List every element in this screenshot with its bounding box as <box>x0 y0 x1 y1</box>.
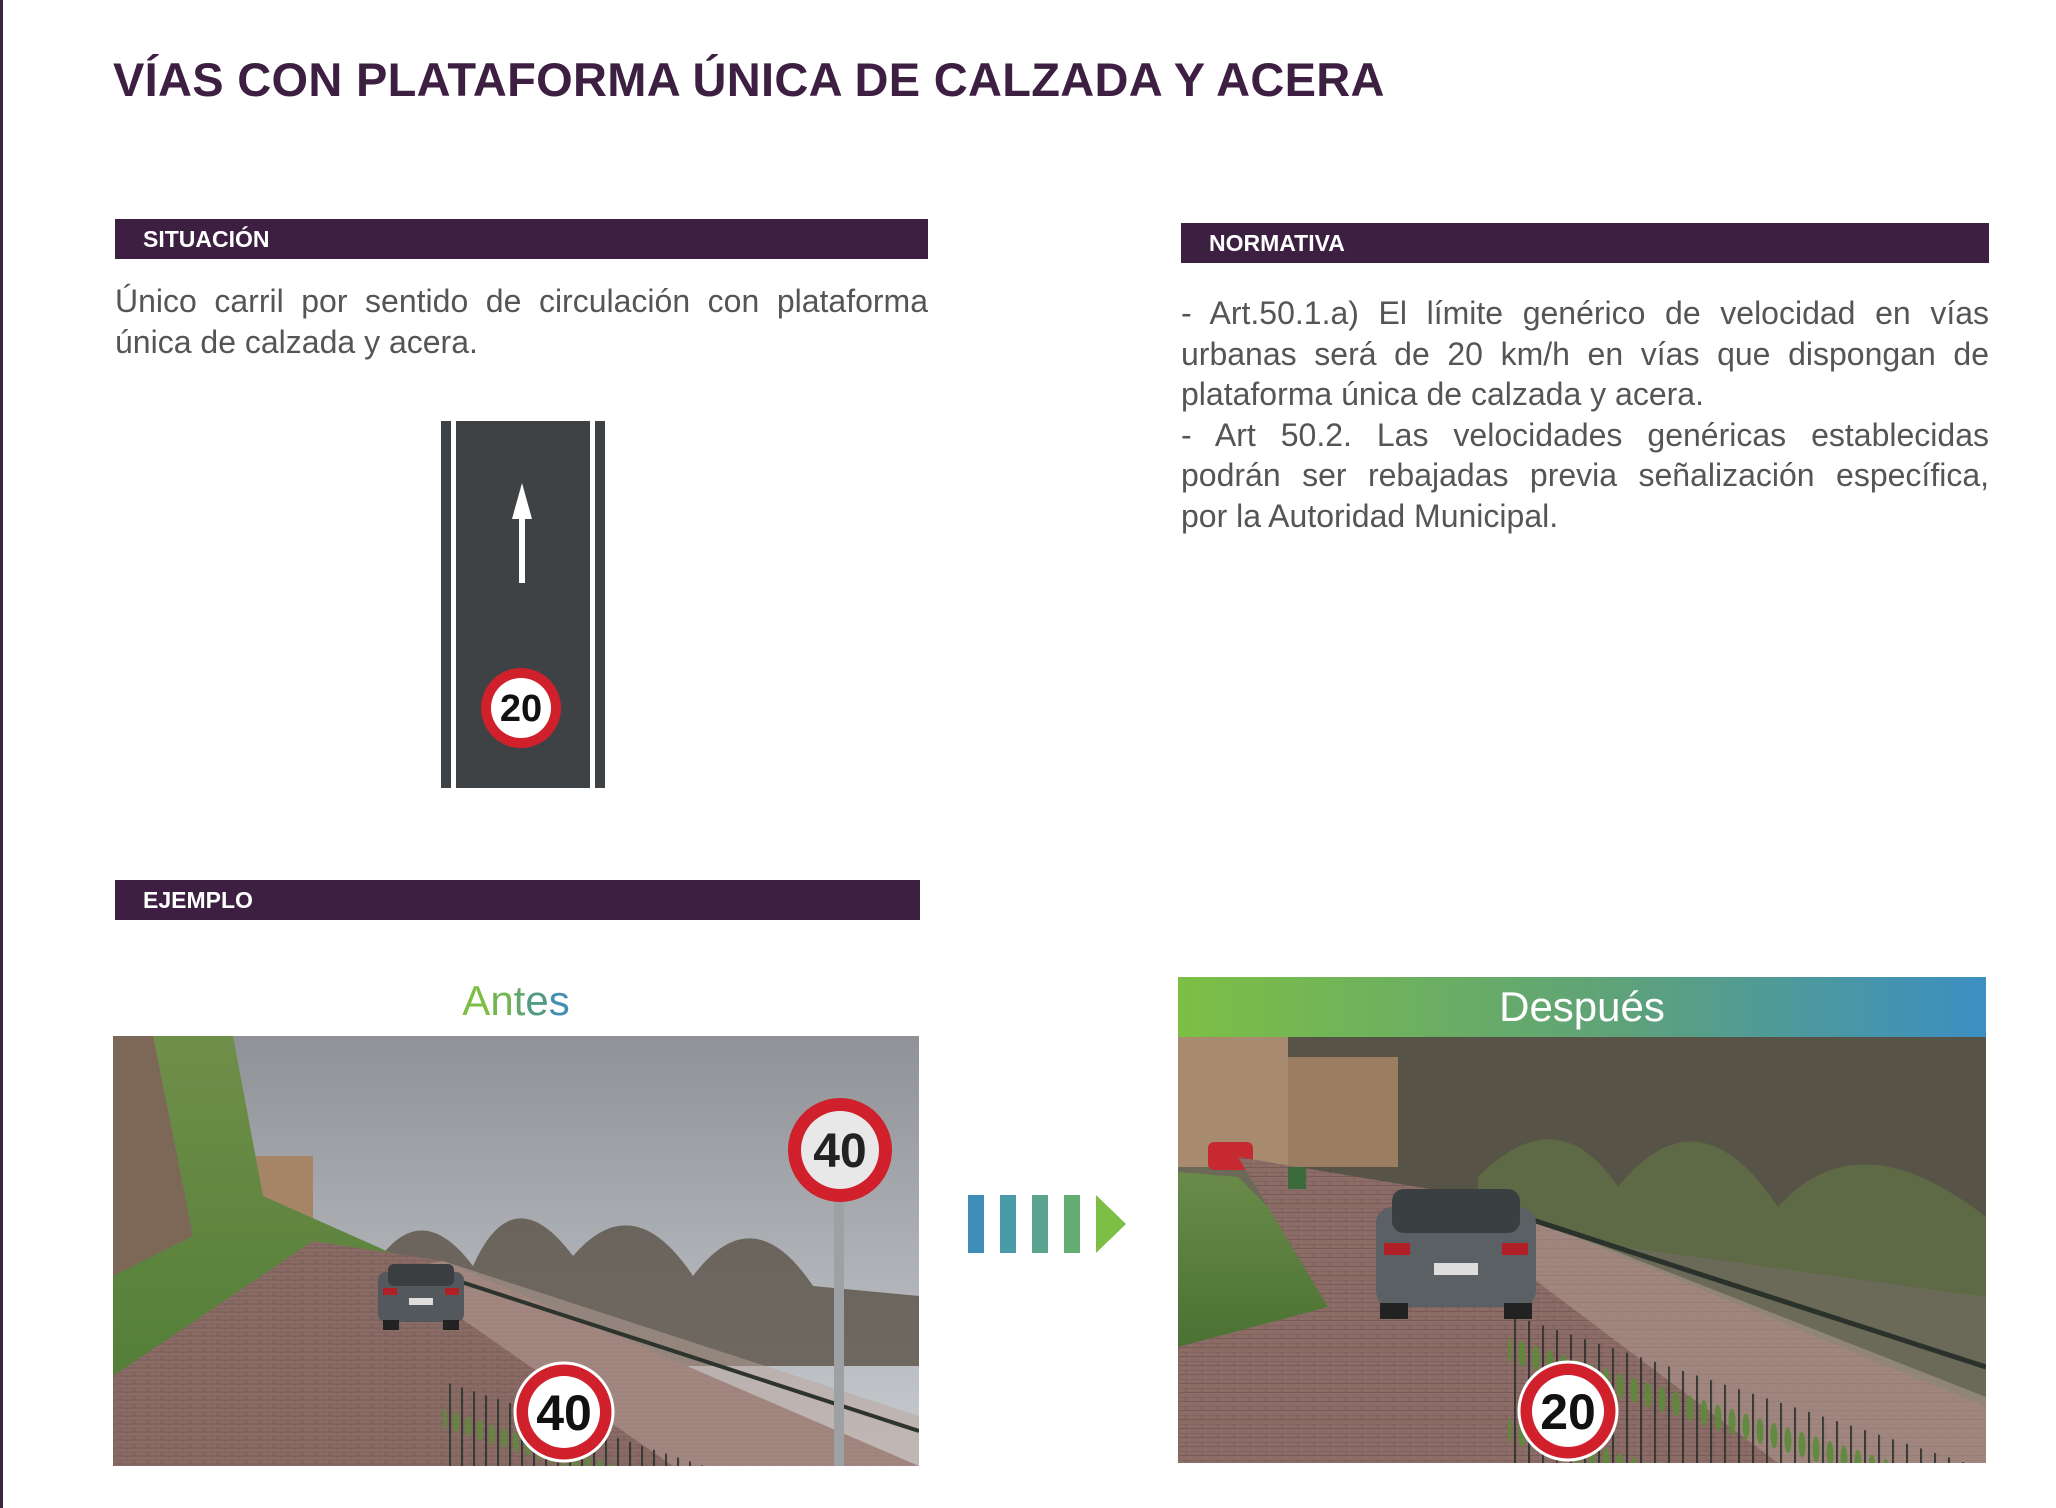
situacion-line-1: Único carril por sentido de circulación con plataforma <box>115 283 928 319</box>
situacion-header: SITUACIÓN <box>115 219 928 259</box>
arrow-bar-3 <box>1032 1195 1048 1253</box>
arrow-bar-4 <box>1064 1195 1080 1253</box>
antes-caption <box>113 977 919 1025</box>
antes-speed-badge-value: 40 <box>536 1385 592 1441</box>
antes-pole-sign <box>788 1098 892 1202</box>
antes-car <box>378 1264 464 1330</box>
lane-edge-line-right <box>590 421 595 788</box>
arrow-bar-1 <box>968 1195 984 1253</box>
antes-caption-letter: s <box>548 977 570 1024</box>
lane-edge-line-left <box>451 421 456 788</box>
arrow-head <box>1096 1195 1126 1253</box>
despues-photo <box>1178 1037 1986 1463</box>
antes-caption-letter: t <box>513 977 526 1024</box>
normativa-line-1: - Art.50.1.a) El límite genérico de velocidad en vías <box>1181 295 1989 331</box>
situacion-text <box>115 281 928 362</box>
transition-arrows-icon <box>968 1195 1128 1255</box>
situacion-line-2: única de calzada y acera. <box>115 323 478 360</box>
normativa-line-5: podrán ser rebajadas previa señalización específica, <box>1181 457 1989 493</box>
normativa-line-4: - Art 50.2. Las velocidades genéricas establecidas <box>1181 416 1989 453</box>
arrow-bar-2 <box>1000 1195 1016 1253</box>
normativa-line-2: urbanas será de 20 km/h en vías que dispongan de <box>1181 335 1989 372</box>
normativa-line-6: por la Autoridad Municipal. <box>1181 497 1559 534</box>
antes-caption-letter: A <box>462 977 491 1024</box>
despues-speed-badge <box>1519 1362 1617 1460</box>
lane-speed-sign <box>481 668 561 748</box>
ejemplo-header: EJEMPLO <box>115 880 920 920</box>
normativa-text <box>1181 293 1989 536</box>
antes-photo <box>113 1036 919 1466</box>
page-title: VÍAS CON PLATAFORMA ÚNICA DE CALZADA Y ACERA <box>113 53 1385 106</box>
normativa-line-3: plataforma única de calzada y acera. <box>1181 376 1704 412</box>
despues-caption: Después <box>1178 977 1986 1037</box>
antes-sign-pole <box>834 1196 844 1466</box>
antes-speed-badge <box>515 1363 613 1461</box>
page-left-rule <box>0 0 3 1508</box>
normativa-header: NORMATIVA <box>1181 223 1989 263</box>
antes-pole-sign-value: 40 <box>813 1125 867 1178</box>
lane-speed-sign-value: 20 <box>499 688 543 730</box>
antes-caption-letter: e <box>525 977 549 1024</box>
lane-diagram <box>441 421 605 788</box>
antes-caption-text <box>462 977 569 1024</box>
despues-car <box>1376 1189 1536 1319</box>
despues-speed-badge-value: 20 <box>1540 1384 1596 1440</box>
antes-caption-letter: n <box>490 977 514 1024</box>
